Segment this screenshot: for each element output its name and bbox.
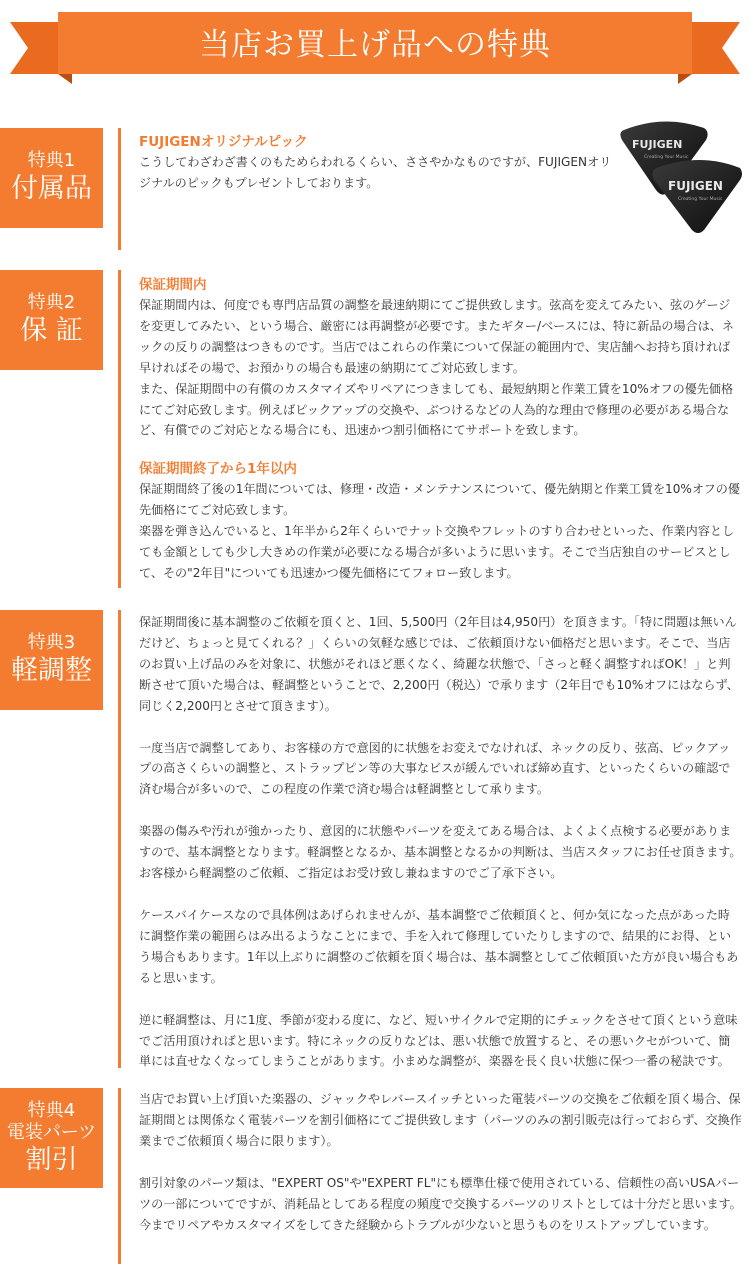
- paragraph: 一度当店で調整してあり、お客様の方で意図的に状態をお変えでなければ、ネックの反り、弦高、ピックアップの高さくらいの調整と、ストラップピン等の大事なビスが緩んでいれば締め直す、といったくらいの確認で済む場合が多いので、この程度の作業で済む場合は軽調整として承ります。: [139, 740, 731, 797]
- benefit-3-content: [139, 612, 742, 1072]
- badge-title: 付属品: [11, 173, 92, 204]
- section-rule: [118, 270, 121, 588]
- paragraph: こうしてわざわざ書くのもためらわれるくらい、ささやかなものですが、FUJIGENオリジナルのピックもプレゼントしております。: [139, 155, 612, 190]
- paragraph: 割引対象のパーツ類は、"EXPERT OS"や"EXPERT FL"にも標準仕様で使用されている、信頼性の高いUSAパーツの一部についてですが、消耗品としてある程度の頻度で交換するパーツのリストとしては十分だと思います。今までリペアやカスタマイズをしてきた経験からトラブルが少ないと思うものをリストアップしています。: [139, 1175, 742, 1232]
- svg-text:FUJIGEN: FUJIGEN: [668, 179, 723, 193]
- badge-number: 特典3: [27, 632, 76, 653]
- benefit-2-section: [0, 270, 750, 590]
- benefit-4-section: [0, 1088, 750, 1266]
- paragraph: 保証期間後に基本調整のご依頼を頂くと、1回、5,500円（2年目は4,950円）を頂きます。「特に問題は無いんだけど、ちょっと見てくれる？」くらいの気軽な感じでは、ご依頼頂けない価格だと思います。そこで、当店のお買い上げ品のみを対象に、状態がそれほど悪くなく、綺麗な状態で、「さっと軽く調整すればOK！」と判断させて頂いた場合は、軽調整ということで、2,200円（税込）で承ります（2年目でも10%オフにはならず、同じく2,200円とさせて頂きます）。: [139, 615, 739, 713]
- benefit-2-badge: [0, 270, 103, 370]
- subheading: 保証期間終了から1年以内: [139, 461, 297, 478]
- paragraph: 楽器を弾き込んでいると、1年半から2年くらいでナット交換やフレットのすり合わせといった、作業内容としても金額としても少し大きめの作業が必要になる場合が多いように思います。そこで当店独自のサービスとして、その"2年目"についても迅速かつ優先価格にてフォロー致します。: [139, 524, 735, 580]
- section-rule: [118, 128, 121, 250]
- header-banner: [10, 8, 740, 88]
- svg-text:FUJIGEN: FUJIGEN: [632, 138, 683, 151]
- paragraph: 保証期間終了後の1年間については、修理・改造・メンテナンスについて、優先納期と作業工賃を10%オフの優先価格にてご対応致します。: [139, 482, 740, 518]
- svg-text:Creating Your Music: Creating Your Music: [678, 197, 723, 202]
- badge-number: 特典2: [27, 292, 76, 313]
- benefit-3-badge: [0, 610, 103, 710]
- fujigen-picks-image: [616, 118, 744, 236]
- benefit-3-section: [0, 610, 750, 1070]
- page-title: 当店お買上げ品への特典: [199, 27, 551, 63]
- benefit-4-content: [139, 1089, 742, 1235]
- subheading: FUJIGENオリジナルピック: [139, 134, 308, 150]
- paragraph: 逆に軽調整は、月に1度、季節が変わる度に、など、短いサイクルで定期的にチェックをさせて頂くという意味でご活用頂ければと思います。特にネックの反りなどは、悪い状態で放置すると、その悪いクセがついて、簡単には直せなくなってしまうことがあります。小まめな調整が、楽器を長く良い状態に保つ一番の秘訣です。: [139, 1012, 738, 1069]
- section-rule: [118, 1088, 121, 1264]
- benefit-2-content: [139, 275, 742, 584]
- paragraph: 保証期間内は、何度でも専門店品質の調整を最速納期にてご提供致します。弦高を変えてみたい、弦のゲージを変更してみたい、という場合、厳密には再調整が必要です。またギター/ベースには、特に新品の場合は、ネックの反りの調整はつきものです。当店ではこれらの作業について保証の範囲内で、実店舗へお持ち頂ければ早ければその場で、お預かりの場合も最速の納期にてご対応致します。: [139, 298, 734, 375]
- paragraph: 楽器の傷みや汚れが強かったり、意図的に状態やパーツを変えてある場合は、よくよく点検する必要がありますので、基本調整となります。軽調整となるか、基本調整となるかの判断は、当店スタッフにお任せ頂きます。お客様から軽調整のご依頼、ご指定はお受け致し兼ねますのでご了承下さい。: [139, 824, 742, 881]
- paragraph: 当店でお買い上げ頂いた楽器の、ジャックやレバースイッチといった電装パーツの交換をご依頼を頂く場合、保証期間とは関係なく電装パーツを割引価格にてご提供致します（パーツのみの割引販売は行っておらず、交換作業までご依頼頂く場合に限ります）。: [139, 1092, 742, 1148]
- paragraph: また、保証期間中の有償のカスタマイズやリペアにつきましても、最短納期と作業工賃を10%オフの優先価格にてご対応致します。例えばピックアップの交換や、ぶつけるなどの人為的な理由で修理の必要がある場合など、有償でのご対応となる場合にも、迅速かつ割引価格にてサポートを致します。: [139, 381, 734, 438]
- badge-number: 特典4: [27, 1100, 76, 1121]
- section-rule: [118, 610, 121, 1068]
- benefit-4-badge: [0, 1088, 103, 1188]
- badge-number: 特典1: [27, 150, 76, 171]
- badge-title: 軽調整: [11, 655, 92, 686]
- badge-subtitle: 電装パーツ: [6, 1122, 97, 1143]
- paragraph: ケースバイケースなので具体例はあげられませんが、基本調整でご依頼頂くと、何か気になった点があった時に調整作業の範囲らはみ出るようなことにまで、手を入れて修理していたりしますので、結果的にお得、という場合もあります。1年以上ぶりに調整のご依頼を頂く場合は、基本調整としてご依頼頂いた方が良い場合もあると思います。: [139, 907, 739, 985]
- badge-title: 保 証: [20, 315, 83, 346]
- benefit-1-badge: [0, 128, 103, 228]
- subheading: 保証期間内: [139, 277, 207, 293]
- svg-text:Creating Your Music: Creating Your Music: [644, 155, 689, 160]
- benefit-1-content: [139, 132, 617, 194]
- badge-title: 割引: [25, 1145, 78, 1175]
